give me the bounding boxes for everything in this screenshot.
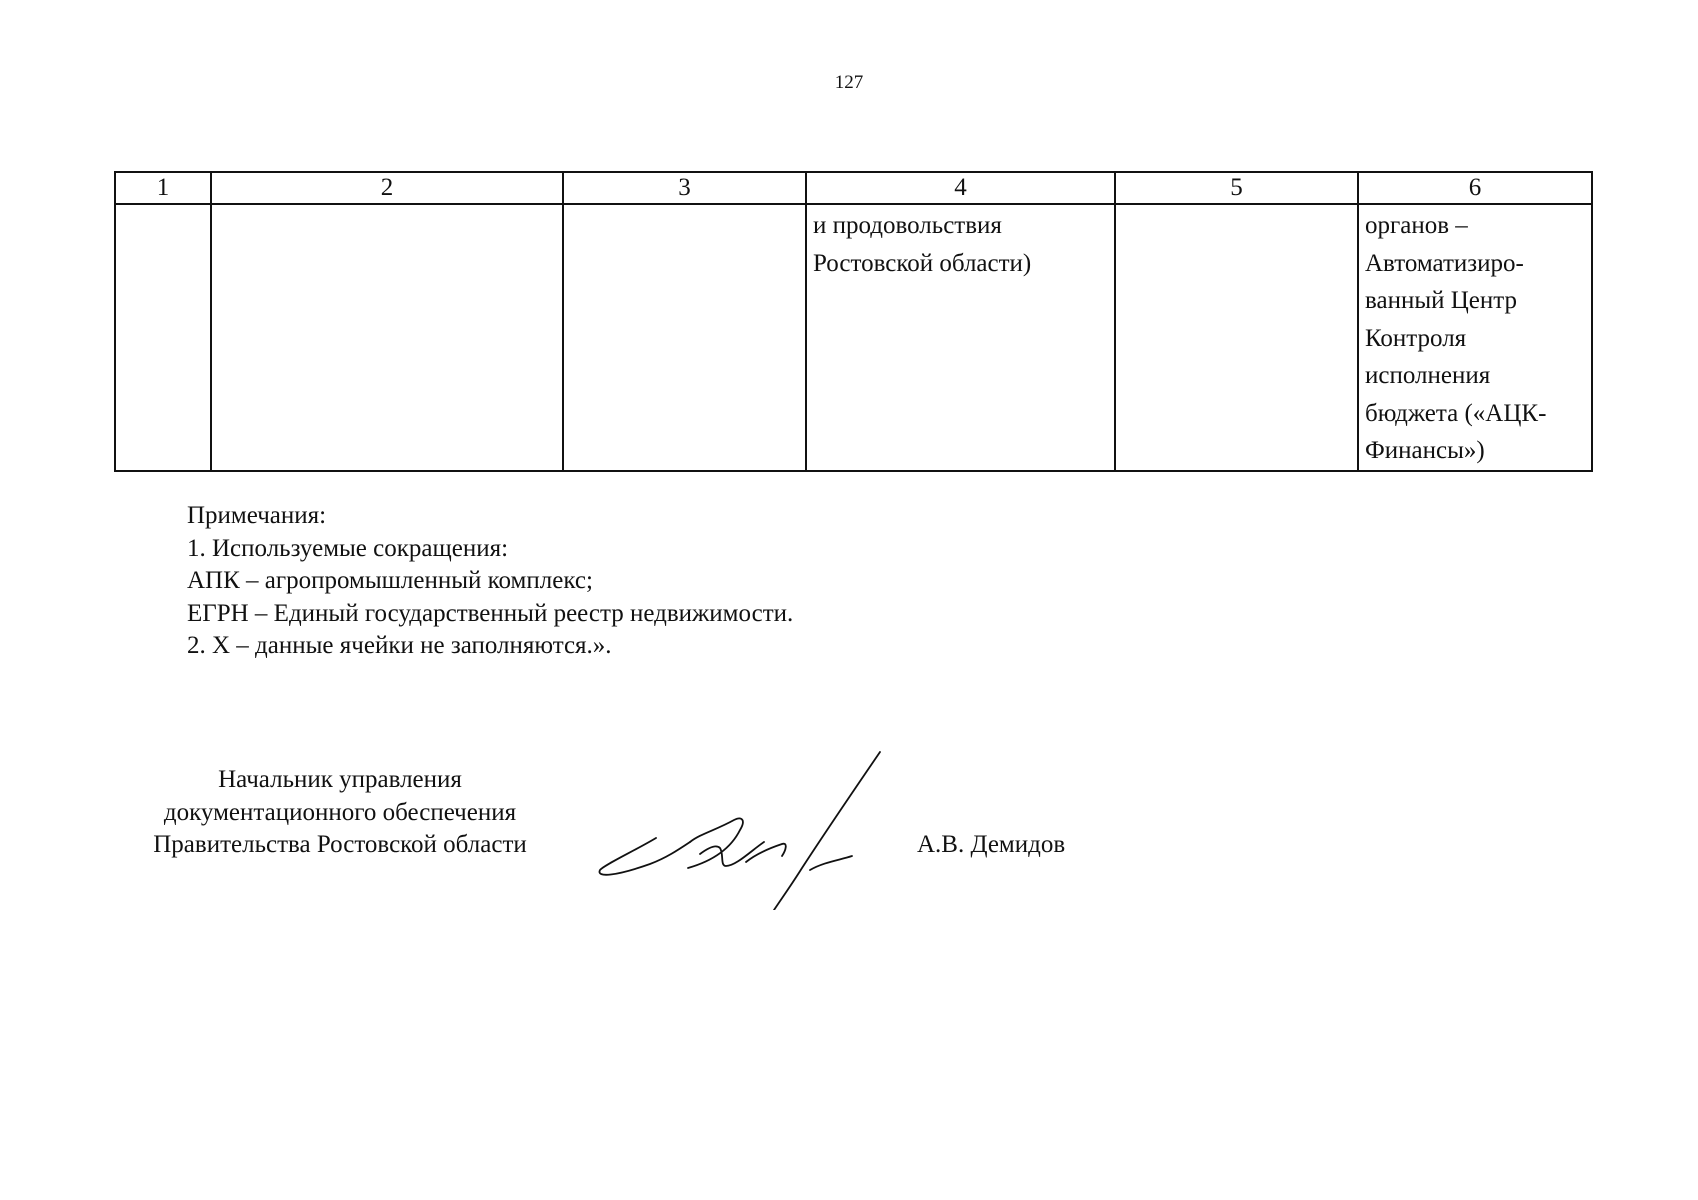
page-number: 127: [834, 72, 864, 93]
note-line: АПК – агропромышленный комплекс;: [187, 567, 593, 594]
cell-col2-text: [212, 205, 562, 207]
cell-col1-text: [116, 205, 210, 207]
cell-col6-line: Автоматизиро-: [1365, 249, 1524, 277]
table-row: [115, 204, 1592, 471]
column-header-2: 2: [211, 172, 563, 204]
document-table: [114, 171, 1591, 472]
cell-col5-text: [1116, 205, 1357, 207]
position-line: Правительства Ростовской области: [153, 831, 527, 858]
cell-col4-line: Ростовской области): [813, 249, 1032, 277]
cell-col6-line: ванный Центр: [1365, 287, 1518, 314]
table-cell-col4: [806, 204, 1115, 471]
table-cell-col6: [1358, 204, 1592, 471]
table-cell-col3: [563, 204, 806, 471]
cell-col4-text: [807, 205, 1114, 282]
column-header-5: 5: [1115, 172, 1358, 204]
table-cell-col5: [1115, 204, 1358, 471]
table-header-row: [115, 172, 1592, 204]
note-line: ЕГРН – Единый государственный реестр недвижимости.: [187, 599, 794, 627]
cell-col6-line: органов –: [1365, 212, 1468, 239]
table-cell-col2: [211, 204, 563, 471]
signatory-position: [110, 764, 570, 862]
column-header-1: 1: [115, 172, 211, 204]
cell-col6-line: бюджета («АЦК-: [1365, 399, 1547, 427]
table: [114, 171, 1593, 472]
column-header-4: 4: [806, 172, 1115, 204]
notes-title: Примечания:: [187, 502, 327, 529]
column-header-3: 3: [563, 172, 806, 204]
cell-col4-line: и продовольствия: [813, 212, 1002, 239]
cell-col3-text: [564, 205, 805, 207]
column-header-6: 6: [1358, 172, 1592, 204]
cell-col6-line: Контроля: [1365, 324, 1467, 352]
table-cell-col1: [115, 204, 211, 471]
position-line: документационного обеспечения: [163, 798, 517, 826]
cell-col6-text: [1359, 205, 1591, 470]
position-line: Начальник управления: [218, 766, 462, 793]
handwritten-signature: [596, 750, 886, 910]
signatory-name: А.В. Демидов: [917, 831, 1066, 858]
cell-col6-line: Финансы»): [1365, 437, 1485, 464]
note-line: 2. X – данные ячейки не заполняются.».: [187, 632, 612, 659]
notes-block: [187, 500, 793, 663]
note-line: 1. Используемые сокращения:: [187, 534, 509, 562]
cell-col6-line: исполнения: [1365, 362, 1491, 389]
